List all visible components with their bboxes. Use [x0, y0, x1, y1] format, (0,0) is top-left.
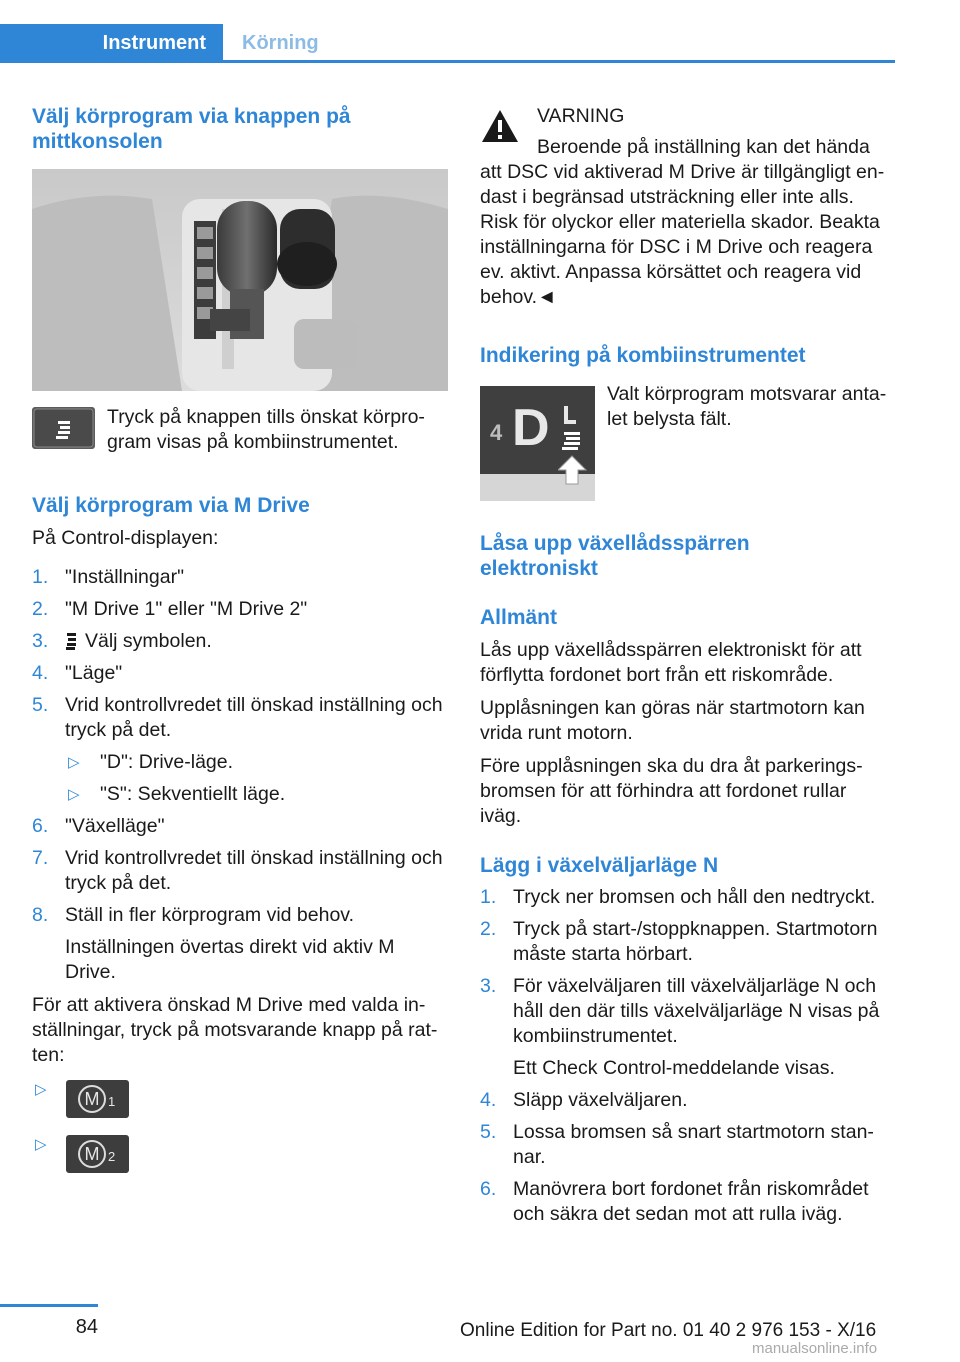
header-rule — [0, 60, 895, 63]
sub-item: ▷ "S": Sekventiellt läge. — [68, 783, 286, 805]
neutral-steps — [480, 885, 900, 1234]
list-item: 4. Släpp växelväljaren. — [480, 1089, 688, 1111]
list-item: 8. Ställ in fler körprogram vid behov. — [32, 904, 355, 926]
list-item: 7. Vrid kontrollvredet till önskad inställning och tryck på det. — [32, 847, 443, 894]
sub-item: ▷ "D": Drive-läge. — [68, 751, 234, 773]
symbol-icon — [65, 632, 77, 650]
list-item: 4. "Läge" — [32, 662, 123, 684]
step8-note: Inställningen övertas direkt vid aktiv M Drive. — [65, 936, 395, 983]
m1-button-icon — [66, 1080, 129, 1118]
m1-label: M — [78, 1085, 106, 1113]
mode-field-icon — [558, 406, 588, 498]
list-item: 2. Tryck på start-/stoppknappen. Startmotorn måste starta hörbart. — [480, 918, 878, 965]
list-item: 1. "Inställningar" — [32, 566, 184, 588]
list-item: 3. För växelväljaren till växelväljarläge N och håll den där tills växelväljarläge N visas på kombiinstrumentet. — [480, 975, 880, 1047]
mdrive-steps — [32, 565, 448, 992]
m2-sub: 2 — [108, 1149, 116, 1164]
driving-mode-button-icon — [32, 407, 95, 449]
steering-wheel-paragraph: För att aktivera önskad M Drive med valda in‐ ställningar, tryck på motsvarande knapp på rat‐ ten: — [32, 994, 438, 1066]
warning-text: Beroende på inställning kan det hända att DSC vid aktiverad M Drive är tillgängligt en‐ dast i begränsad utsträckning eller inte alls. Risk för olyckor eller materiella skador. Beakta inställningarna för DSC i M Drive och reagera ev. aktivt. Anpassa körsättet och reagera vid behov.◄ — [480, 136, 885, 308]
section-heading-console: Välj körprogram via knappen på mittkonsolen — [32, 105, 351, 153]
bullet-triangle: ▷ — [35, 1081, 47, 1098]
subheading-general: Allmänt — [480, 606, 558, 629]
page-number: 84 — [75, 1316, 98, 1338]
footer-edition: Online Edition for Part no. 01 40 2 976 153 - X/16 — [460, 1320, 877, 1341]
warning-title: VARNING — [537, 105, 625, 127]
subheading-neutral: Lägg i växelväljarläge N — [480, 854, 719, 877]
watermark: manualsonline.info — [752, 1340, 878, 1357]
button-caption: Tryck på knappen tills önskat körpro‐ gram visas på kombiinstrumentet. — [107, 406, 425, 453]
list-item: 2. "M Drive 1" eller "M Drive 2" — [32, 598, 308, 620]
section-heading-indication: Indikering på kombiinstrumentet — [480, 344, 806, 367]
tab-instrument[interactable]: Instrument — [0, 24, 223, 63]
list-item: 6. "Växelläge" — [32, 815, 165, 837]
m1-sub: 1 — [108, 1094, 116, 1109]
gear-big: D — [512, 399, 550, 457]
list-item: 5. Lossa bromsen så snart startmotorn stan‐ nar. — [480, 1121, 874, 1168]
center-console-illustration — [32, 169, 448, 391]
section-heading-unlock: Låsa upp växellådsspärren elektroniskt — [480, 532, 750, 580]
general-para-2: Upplåsningen kan göras när startmotorn kan vrida runt motorn. — [480, 697, 865, 744]
m2-button-icon — [66, 1135, 129, 1173]
general-para-1: Lås upp växellådsspärren elektroniskt för att förflytta fordonet bort från ett riskområde. — [480, 639, 862, 686]
bullet-triangle: ▷ — [35, 1136, 47, 1153]
general-para-3: Före upplåsningen ska du dra åt parkerings‐ bromsen för att förhindra att fordonet rullar iväg. — [480, 755, 863, 827]
section-heading-mdrive: Välj körprogram via M Drive — [32, 494, 310, 517]
step3-note: Ett Check Control-meddelande visas. — [513, 1057, 835, 1079]
indication-text: Valt körprogram motsvarar anta‐ let belysta fält. — [607, 383, 887, 430]
list-item: 6. Manövrera bort fordonet från riskområdet och säkra det sedan mot att rulla iväg. — [480, 1178, 869, 1225]
footer-rule — [0, 1304, 98, 1307]
list-item: 3. Välj symbolen. — [32, 630, 212, 652]
center-console-image — [32, 169, 448, 391]
gear-small: 4 — [490, 420, 503, 445]
list-item: 1. Tryck ner bromsen och håll den nedtryckt. — [480, 886, 876, 908]
page-header — [0, 24, 895, 62]
mdrive-intro: På Control-displayen: — [32, 527, 219, 549]
m2-label: M — [78, 1140, 106, 1168]
tab-korning[interactable]: Körning — [242, 32, 319, 54]
cluster-display-image — [480, 386, 595, 501]
list-item: 5. Vrid kontrollvredet till önskad inställning och tryck på det. — [32, 694, 443, 741]
